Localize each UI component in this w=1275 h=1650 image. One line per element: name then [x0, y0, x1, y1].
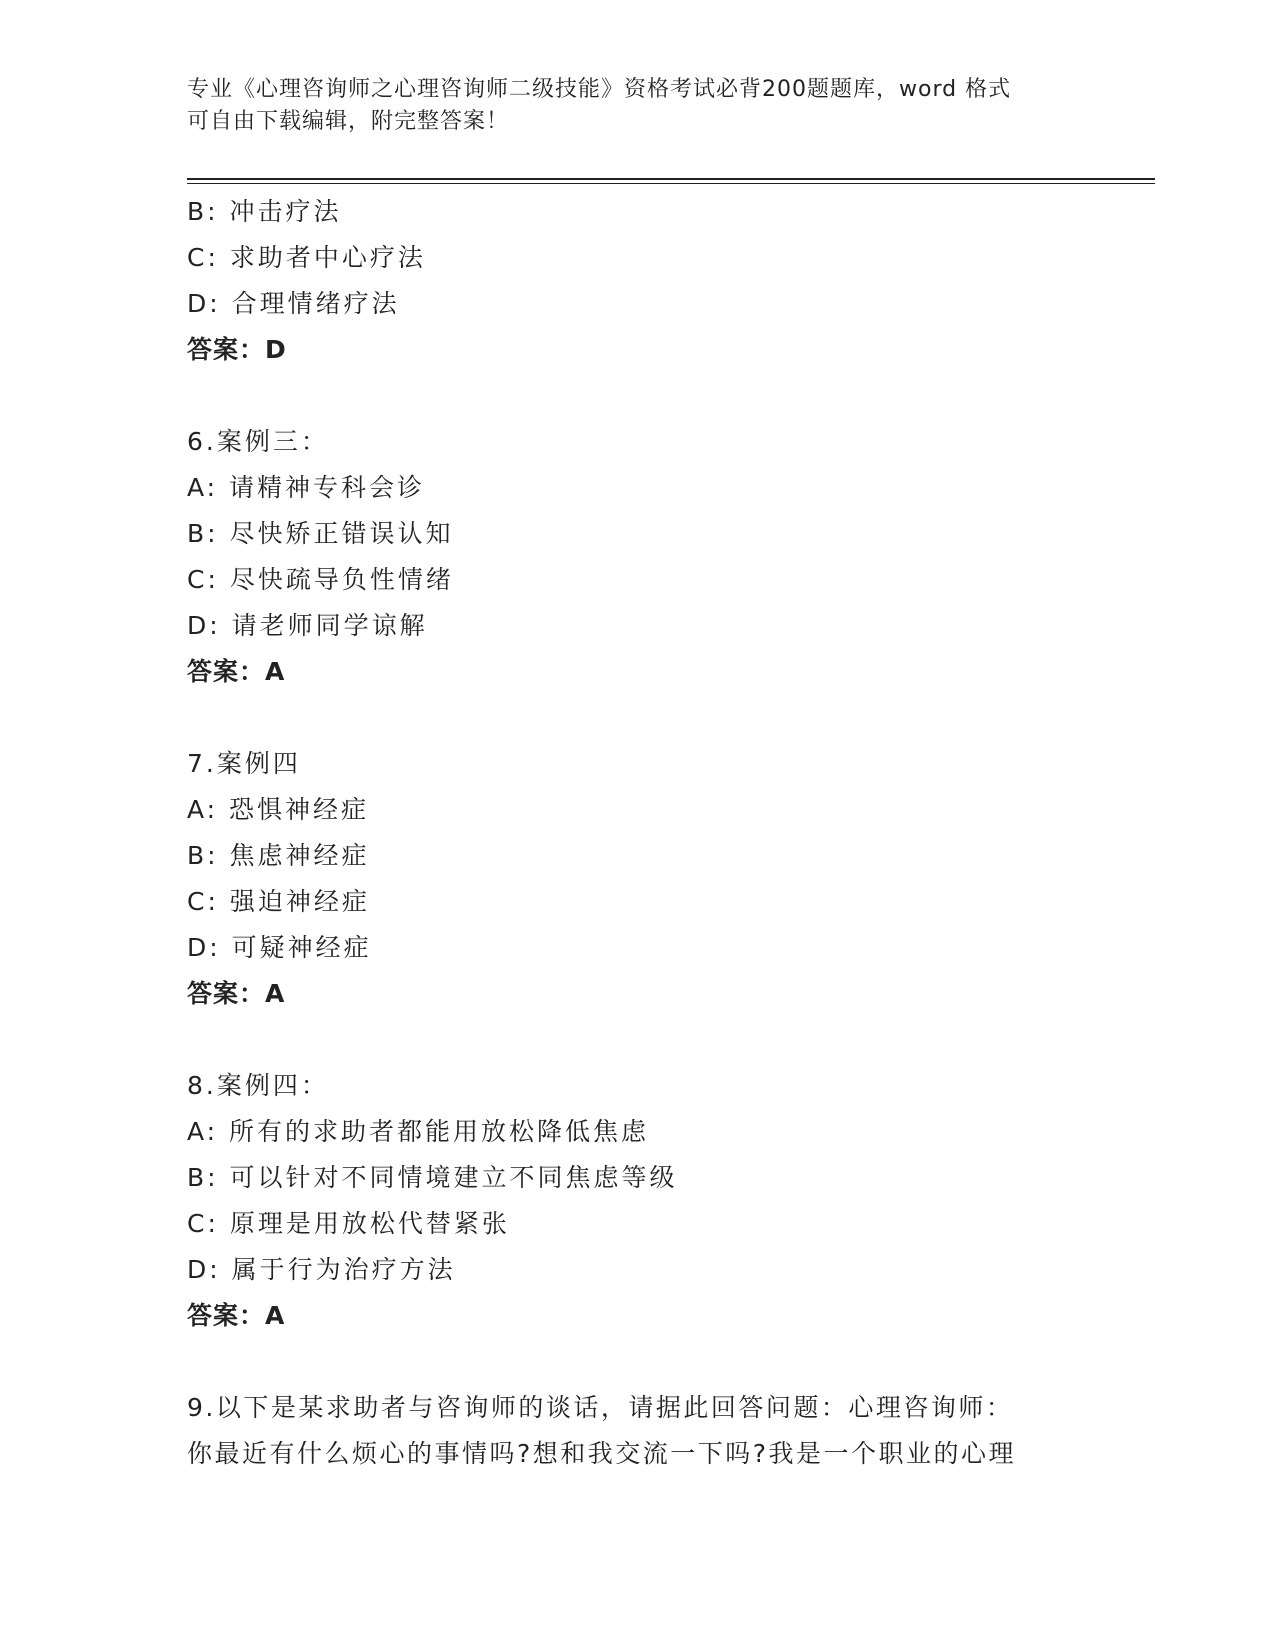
- question-block-6: [187, 419, 1137, 695]
- question-prompt: 6.案例三：: [187, 427, 329, 456]
- question-block-7: [187, 741, 1137, 1017]
- option-c: C: 强迫神经症: [187, 887, 370, 916]
- answer-label: 答案：A: [187, 657, 286, 686]
- question-block-9: [187, 1385, 1137, 1477]
- question-content: [187, 189, 1137, 1477]
- option-a: A: 请精神专科会诊: [187, 473, 426, 502]
- question-prompt-line-1: 9.以下是某求助者与咨询师的谈话，请据此回答问题：心理咨询师：: [187, 1393, 1014, 1422]
- option-d: D: 属于行为治疗方法: [187, 1255, 456, 1284]
- answer-label: 答案：D: [187, 335, 287, 364]
- header-rule-thin: [187, 183, 1155, 184]
- option-a: A: 恐惧神经症: [187, 795, 370, 824]
- header-title-line-1: 专业《心理咨询师之心理咨询师二级技能》资格考试必背200题题库，word 格式: [187, 77, 1012, 102]
- question-prompt: 8.案例四：: [187, 1071, 329, 1100]
- spacer: [187, 1339, 1137, 1385]
- option-c: C: 原理是用放松代替紧张: [187, 1209, 510, 1238]
- option-d: D: 可疑神经症: [187, 933, 372, 962]
- question-prompt-line-2: 你最近有什么烦心的事情吗?想和我交流一下吗?我是一个职业的心理: [187, 1439, 1017, 1468]
- question-block-8: [187, 1063, 1137, 1339]
- option-c: C: 求助者中心疗法: [187, 243, 426, 272]
- question-prompt: 7.案例四: [187, 749, 301, 778]
- spacer: [187, 373, 1137, 419]
- spacer: [187, 1017, 1137, 1063]
- header-rule-thick: [187, 178, 1155, 180]
- document-header: [187, 74, 1067, 138]
- option-c: C: 尽快疏导负性情绪: [187, 565, 454, 594]
- question-block-5: [187, 189, 1137, 373]
- option-a: A: 所有的求助者都能用放松降低焦虑: [187, 1117, 650, 1146]
- header-title-line-2: 可自由下载编辑，附完整答案！: [187, 109, 510, 134]
- spacer: [187, 695, 1137, 741]
- option-d: D: 合理情绪疗法: [187, 289, 400, 318]
- option-d: D: 请老师同学谅解: [187, 611, 428, 640]
- option-b: B: 冲击疗法: [187, 197, 342, 226]
- answer-label: 答案：A: [187, 1301, 286, 1330]
- option-b: B: 尽快矫正错误认知: [187, 519, 454, 548]
- option-b: B: 可以针对不同情境建立不同焦虑等级: [187, 1163, 678, 1192]
- answer-label: 答案：A: [187, 979, 286, 1008]
- option-b: B: 焦虑神经症: [187, 841, 370, 870]
